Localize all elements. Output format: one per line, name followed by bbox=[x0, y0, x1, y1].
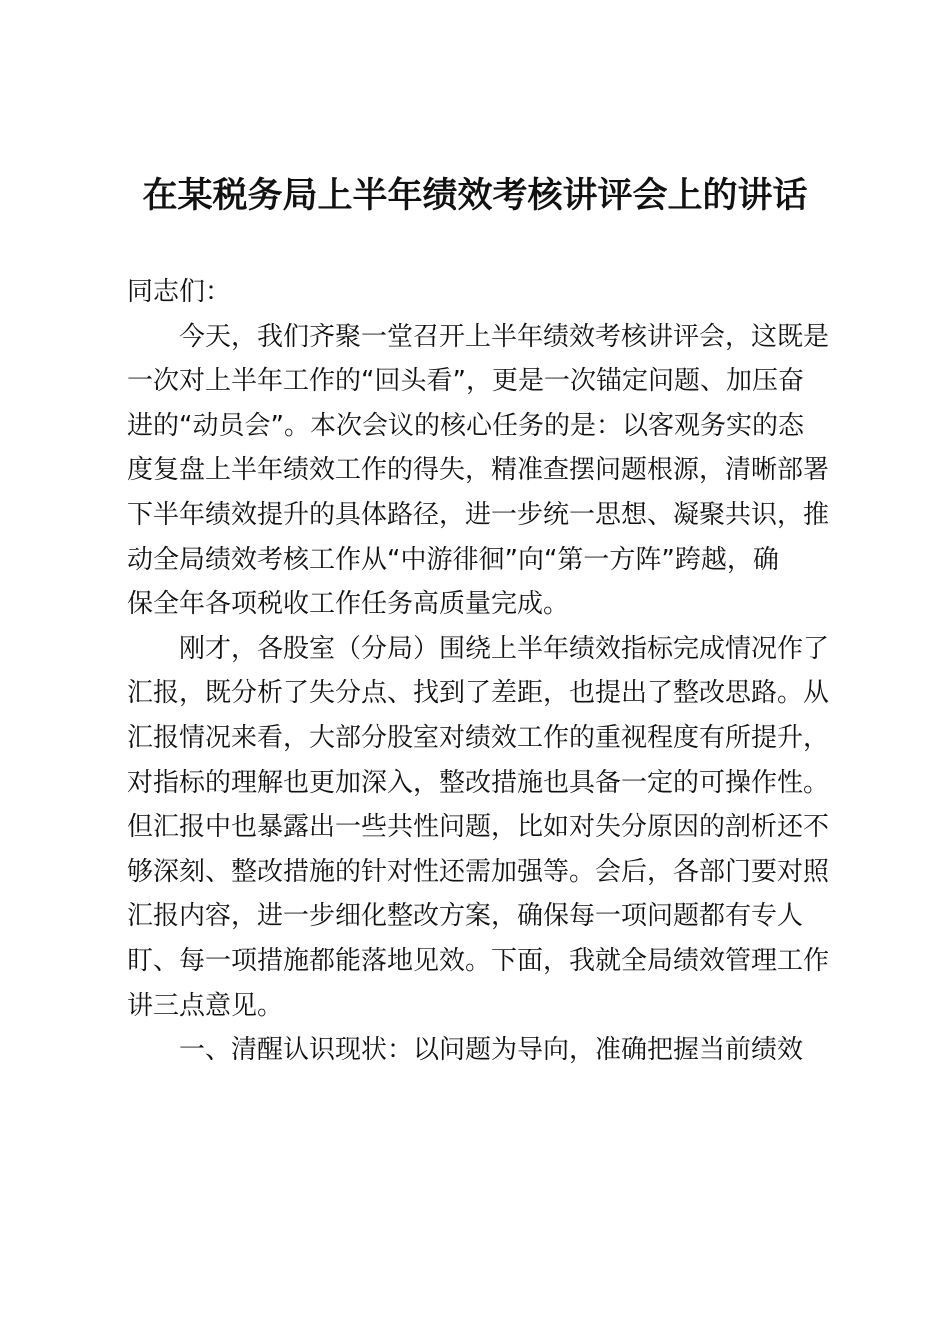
paragraph-line: 汇报内容，进一步细化整改方案，确保每一项问题都有专人 bbox=[127, 901, 804, 932]
paragraph-line: 汇报，既分析了失分点、找到了差距，也提出了整改思路。从 bbox=[127, 678, 830, 709]
paragraph-line: 盯、每一项措施都能落地见效。下面，我就全局绩效管理工作 bbox=[127, 945, 830, 976]
paragraph-line: 一次对上半年工作的“回头看”，更是一次锚定问题、加压奋 bbox=[127, 366, 804, 397]
paragraph-line: 刚才，各股室（分局）围绕上半年绩效指标完成情况作了 bbox=[179, 633, 830, 664]
document-title: 在某税务局上半年绩效考核讲评会上的讲话 bbox=[142, 176, 808, 216]
paragraph-line: 保全年各项税收工作任务高质量完成。 bbox=[127, 589, 570, 620]
paragraph-line: 度复盘上半年绩效工作的得失，精准查摆问题根源，清晰部署 bbox=[127, 455, 830, 486]
paragraph-line: 下半年绩效提升的具体路径，进一步统一思想、凝聚共识，推 bbox=[127, 499, 830, 530]
paragraph-line: 进的“动员会”。本次会议的核心任务的是：以客观务实的态 bbox=[127, 410, 804, 441]
section-heading-line: 一、清醒认识现状：以问题为导向，准确把握当前绩效 bbox=[179, 1035, 804, 1066]
paragraph-line: 够深刻、整改措施的针对性还需加强等。会后，各部门要对照 bbox=[127, 856, 830, 887]
paragraph-line: 今天，我们齐聚一堂召开上半年绩效考核讲评会，这既是 bbox=[179, 321, 830, 352]
paragraph-line: 对指标的理解也更加深入，整改措施也具备一定的可操作性。 bbox=[127, 767, 830, 798]
paragraph-line: 动全局绩效考核工作从“中游徘徊”向“第一方阵”跨越，确 bbox=[127, 544, 779, 575]
salutation-line: 同志们： bbox=[127, 277, 232, 307]
document-body bbox=[127, 270, 832, 1073]
paragraph-line: 汇报情况来看，大部分股室对绩效工作的重视程度有所提升， bbox=[127, 722, 830, 753]
paragraph-line: 讲三点意见。 bbox=[127, 990, 284, 1021]
paragraph-line: 但汇报中也暴露出一些共性问题，比如对失分原因的剖析还不 bbox=[127, 812, 830, 843]
